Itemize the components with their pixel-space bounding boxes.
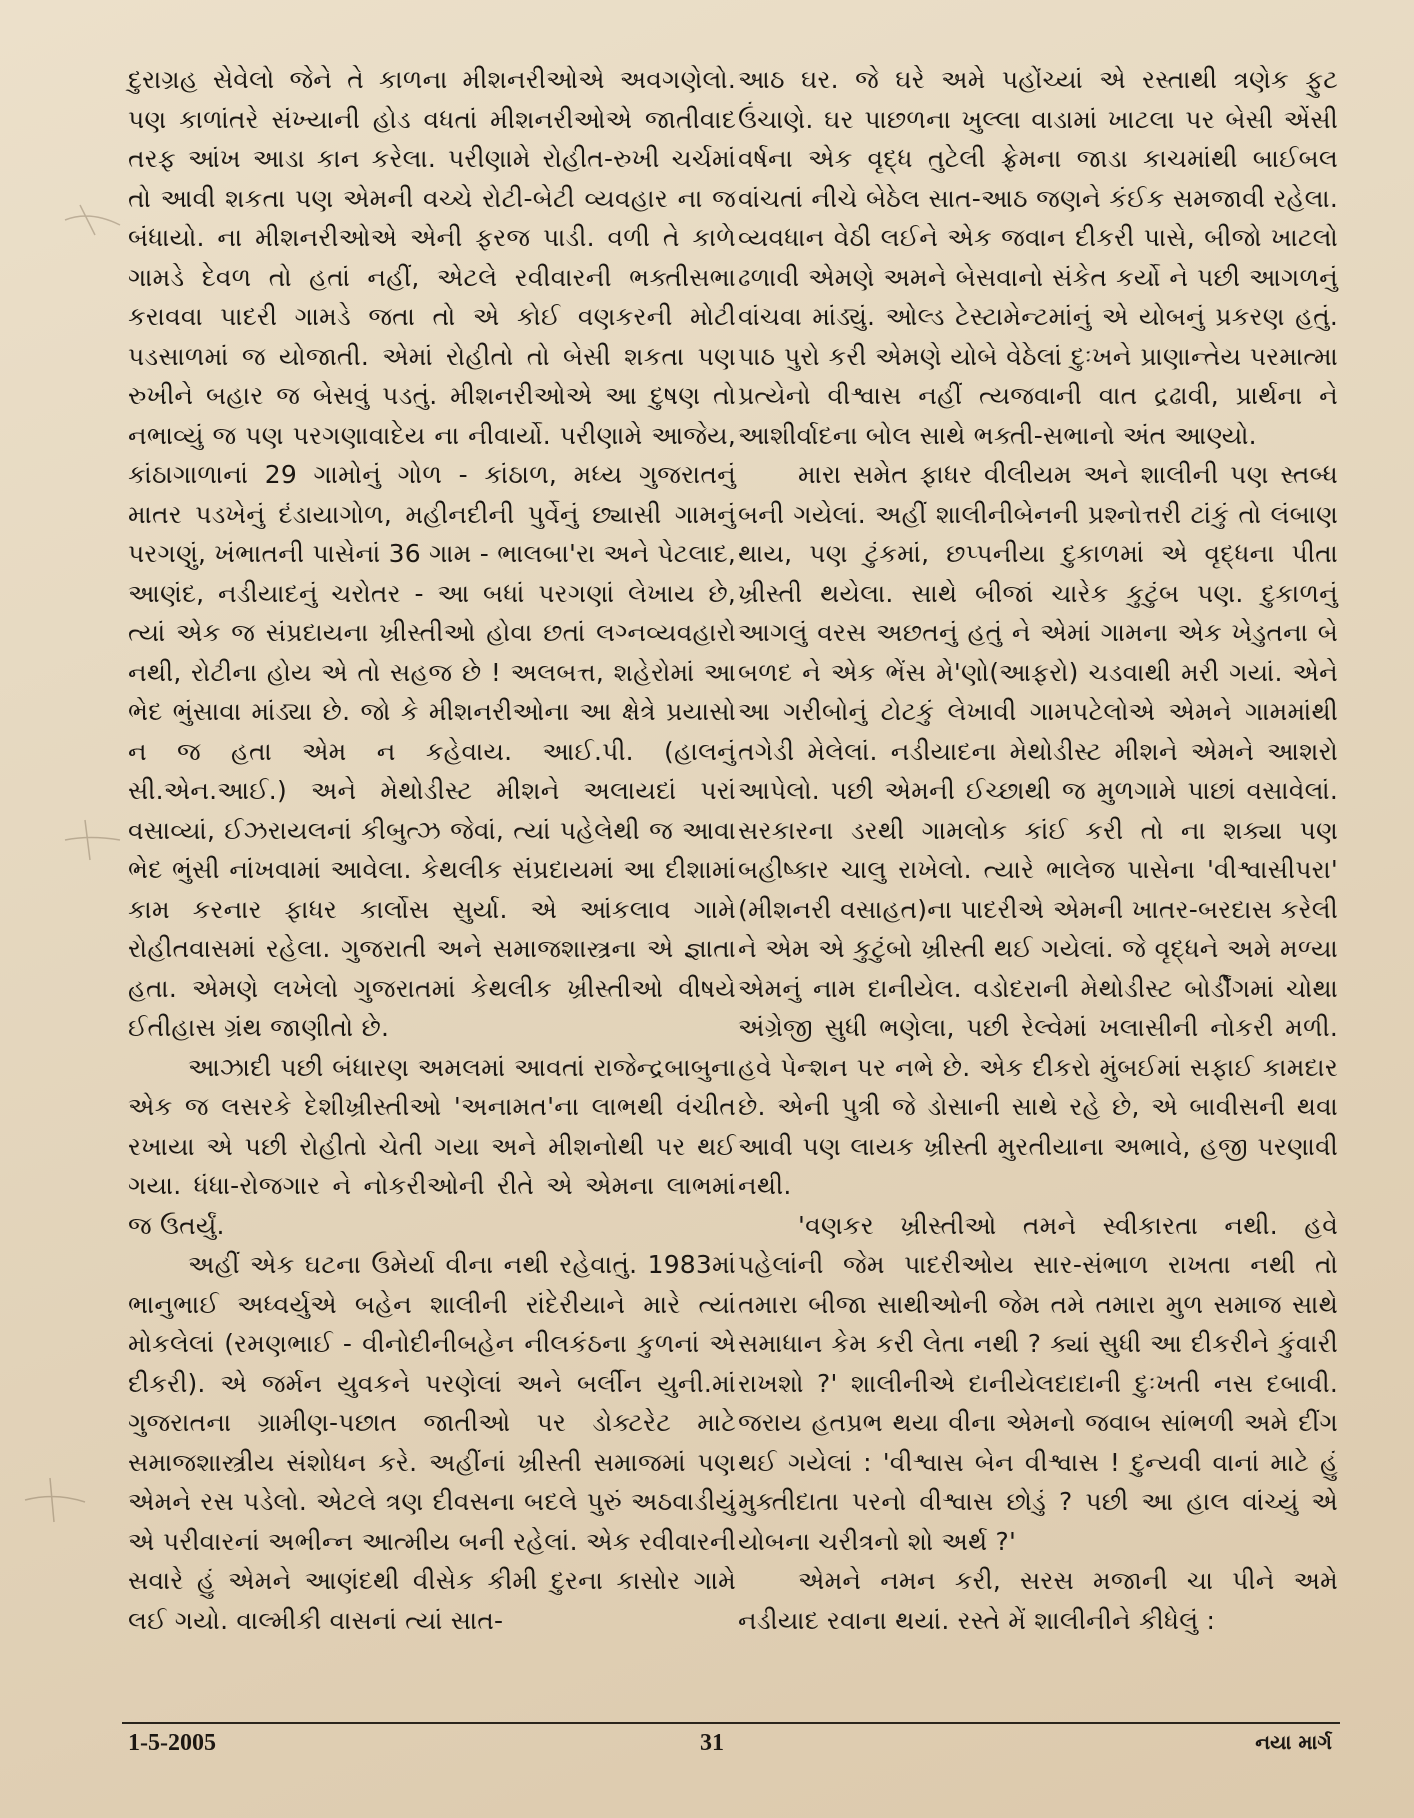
paper-crease-mark bbox=[60, 190, 130, 250]
paragraph: એમને નમન કરી, સરસ મજાની ચા પીને અમે નડીયાદ રવાના થયાં. રસ્તે મેં શાલીનીને કીધેલું : bbox=[738, 1566, 1338, 1635]
paragraph: 'વણકર ખ્રીસ્તીઓ તમને સ્વીકારતા નથી. હવે પહેલાંની જેમ પાદરીઓય સાર-સંભાળ રાખતા નથી તો તમારા બીજા સાથીઓની જેમ તમે તમારા મુળ સમાજ સાથે સમાધાન કેમ કરી લેતા નથી ? ક્યાં સુધી આ દીકરીને કુંવારી રાખશો ?' શાલીનીએ દાનીયેલદાદાની દુઃખતી નસ દબાવી. જરાય હતપ્રભ થયા વીના એમનો જવાબ સાંભળી અમે દીંગ થઈ ગયેલાં : 'વીશ્વાસ બેન વીશ્વાસ ! દુન્યવી વાનાં માટે હું મુક્તીદાતા પરનો વીશ્વાસ છોડું ? પછી આ હાલ વાંચ્યું એ યોબના ચરીત્રનો શો અર્થ ?' bbox=[738, 1210, 1338, 1556]
page-number: 31 bbox=[700, 1730, 724, 1756]
paragraph: અહીં એક ઘટના ઉમેર્યા વીના નથી રહેવાતું. 1983માં ભાનુભાઈ અધ્વર્યુએ બહેન શાલીની રાંદેરીયાને મારે ત્યાં મોકલેલાં (રમણભાઈ - વીનોદીનીબહેન નીલકંઠના કુળનાં એ દીકરી). એ જર્મન યુવકને પરણેલાં અને બર્લીન યુની.માં ગુજરાતના ગ્રામીણ-પછાત જાતીઓ પર ડોક્ટરેટ માટે સમાજશાસ્ત્રીય સંશોધન કરે. અહીંનાં ખ્રીસ્તી સમાજમાં પણ એમને રસ પડેલો. એટલે ત્રણ દીવસના બદલે પુરું અઠવાડીયું એ પરીવારનાં અભીન્ન આત્મીય બની રહેલાં. એક રવીવારની સવારે હું એમને આણંદથી વીસેક કીમી દુરના કાસોર ગામે લઈ ગયો. વાલ્મીકી વાસનાં ત્યાં સાત- bbox=[128, 1250, 736, 1635]
article-right-column bbox=[738, 60, 1338, 1640]
page-footer bbox=[122, 1730, 1340, 1766]
paper-crease-mark bbox=[20, 1470, 90, 1530]
paragraph: મારા સમેત ફાધર વીલીયમ અને શાલીની પણ સ્તબ્ધ બની ગયેલાં. અહીં શાલીનીબેનની પ્રશ્નોત્તરી ટાંકું તો લંબાણ થાય, પણ ટુંકમાં, છપ્પનીયા દુકાળમાં એ વૃદ્ધના પીતા ખ્રીસ્તી થયેલા. સાથે બીજાં ચારેક કુટુંબ પણ. દુકાળનું આગલું વરસ અછતનું હતું ને એમાં ગામના એક ખેડુતના બે બળદ ને એક ભેંસ મે'ણો(આફરો) ચડવાથી મરી ગયાં. એને આ ગરીબોનું ટોટકું લેખાવી ગામપટેલોએ એમને ગામમાંથી તગેડી મેલેલાં. નડીયાદના મેથોડીસ્ટ મીશને એમને આશરો આપેલો. પછી એમની ઈચ્છાથી જ મુળગામે પાછાં વસાવેલાં. સરકારના ડરથી ગામલોક કાંઈ કરી તો ના શક્યા પણ બહીષ્કાર ચાલુ રાખેલો. ત્યારે ભાલેજ પાસેના 'વીશ્વાસીપરા' (મીશનરી વસાહત)ના પાદરીએ એમની ખાતર-બરદાસ કરેલી ને એમ એ કુટુંબો ખ્રીસ્તી થઈ ગયેલાં. જે વૃદ્ધને અમે મળ્યા એમનું નામ દાનીયેલ. વડોદરાની મેથોડીસ્ટ બોર્ડીંગમાં ચોથા અંગ્રેજી સુધી ભણેલા, પછી રેલ્વેમાં ખલાસીની નોકરી મળી. હવે પેન્શન પર નભે છે. એક દીકરો મુંબઈમાં સફાઈ કામદાર છે. એની પુત્રી જે ડોસાની સાથે રહે છે, એ બાવીસની થવા આવી પણ લાયક ખ્રીસ્તી મુરતીયાના અભાવે, હજી પરણાવી નથી. bbox=[738, 460, 1338, 1200]
issue-date: 1-5-2005 bbox=[128, 1730, 216, 1756]
magazine-title: નયા માર્ગ bbox=[1255, 1730, 1332, 1754]
paper-crease-mark bbox=[60, 810, 130, 870]
footer-divider bbox=[122, 1722, 1340, 1724]
paragraph: દુરાગ્રહ સેવેલો જેને તે કાળના મીશનરીઓએ અવગણેલો. પણ કાળાંતરે સંખ્યાની હોડ વધતાં મીશનરીઓએ જાતીવાદ તરફ આંખ આડા કાન કરેલા. પરીણામે રોહીત-રુખી ચર્ચમાં તો આવી શકતા પણ એમની વચ્ચે રોટી-બેટી વ્યવહાર ના જ બંધાયો. ના મીશનરીઓએ એની ફરજ પાડી. વળી તે કાળે ગામડે દેવળ તો હતાં નહીં, એટલે રવીવારની ભક્તીસભા કરાવવા પાદરી ગામડે જતા તો એ કોઈ વણકરની મોટી પડસાળમાં જ યોજાતી. એમાં રોહીતો તો બેસી શકતા પણ રુખીને બહાર જ બેસવું પડતું. મીશનરીઓએ આ દુષણ તો નભાવ્યું જ પણ પરગણાવાદેય ના નીવાર્યો. પરીણામે આજેય, કાંઠાગાળાનાં 29 ગામોનું ગોળ - કાંઠાળ, મધ્ય ગુજરાતનું માતર પડખેનું દંડાયાગોળ, મહીનદીની પુર્વેનું છ્યાસી ગામનું પરગણું, ખંભાતની પાસેનાં 36 ગામ - ભાલબા'રા અને પેટલાદ, આણંદ, નડીયાદનું ચરોતર - આ બધાં પરગણાં લેખાય છે, ત્યાં એક જ સંપ્રદાયના ખ્રીસ્તીઓ હોવા છતાં લગ્નવ્યવહારો નથી, રોટીના હોય એ તો સહજ છે ! અલબત્ત, શહેરોમાં આ ભેદ ભુંસાવા માંડ્યા છે. જો કે મીશનરીઓના આ ક્ષેત્રે પ્રયાસો ન જ હતા એમ ન કહેવાય. આઈ.પી. (હાલનું સી.એન.આઈ.) અને મેથોડીસ્ટ મીશને અલાયદાં પરાં વસાવ્યાં, ઈઝરાયલનાં કીબુત્ઝ જેવાં, ત્યાં પહેલેથી જ આવા ભેદ ભુંસી નાંખવામાં આવેલા. કેથલીક સંપ્રદાયમાં આ દીશામાં કામ કરનાર ફાધર કાર્લોસ સુર્યા. એ આંકલાવ ગામે રોહીતવાસમાં રહેલા. ગુજરાતી અને સમાજશાસ્ત્રના એ જ્ઞાતા હતા. એમણે લખેલો ગુજરાતમાં કેથલીક ખ્રીસ્તીઓ વીષયે ઈતીહાસ ગ્રંથ જાણીતો છે. bbox=[128, 65, 736, 1042]
paragraph: આઝાદી પછી બંધારણ અમલમાં આવતાં રાજેન્દ્રબાબુના એક જ લસરકે દેશીખ્રીસ્તીઓ 'અનામત'ના લાભથી વંચીત રખાયા એ પછી રોહીતો ચેતી ગયા અને મીશનોથી પર થઈ ગયા. ધંધા-રોજગાર ને નોકરીઓની રીતે એ એમના લાભમાં જ ઉતર્યું. bbox=[128, 1052, 736, 1240]
article-left-column bbox=[128, 60, 736, 1640]
paragraph: આઠ ઘર. જે ઘરે અમે પહોંચ્યાં એ રસ્તાથી ત્રણેક ફુટ ઉંચાણે. ઘર પાછળના ખુલ્લા વાડામાં ખાટલા પર બેસી એંસી વર્ષના એક વૃદ્ધ તુટેલી ફ્રેમના જાડા કાચમાંથી બાઈબલ વાંચતાં નીચે બેઠેલ સાત-આઠ જણને કંઈક સમજાવી રહેલા. વ્યવધાન વેઠી લઈને એક જવાન દીકરી પાસે, બીજો ખાટલો ઢળાવી એમણે અમને બેસવાનો સંકેત કર્યો ને પછી આગળનું વાંચવા માંડ્યું. ઓલ્ડ ટેસ્ટામેન્ટમાંનું એ યોબનું પ્રકરણ હતું. પાઠ પુરો કરી એમણે યોબે વેઠેલાં દુઃખને પ્રાણાન્તેય પરમાત્મા પ્રત્યેનો વીશ્વાસ નહીં ત્યજવાની વાત દ્રઢાવી, પ્રાર્થના ને આશીર્વાદના બોલ સાથે ભક્તી-સભાનો અંત આણ્યો. bbox=[738, 65, 1338, 450]
